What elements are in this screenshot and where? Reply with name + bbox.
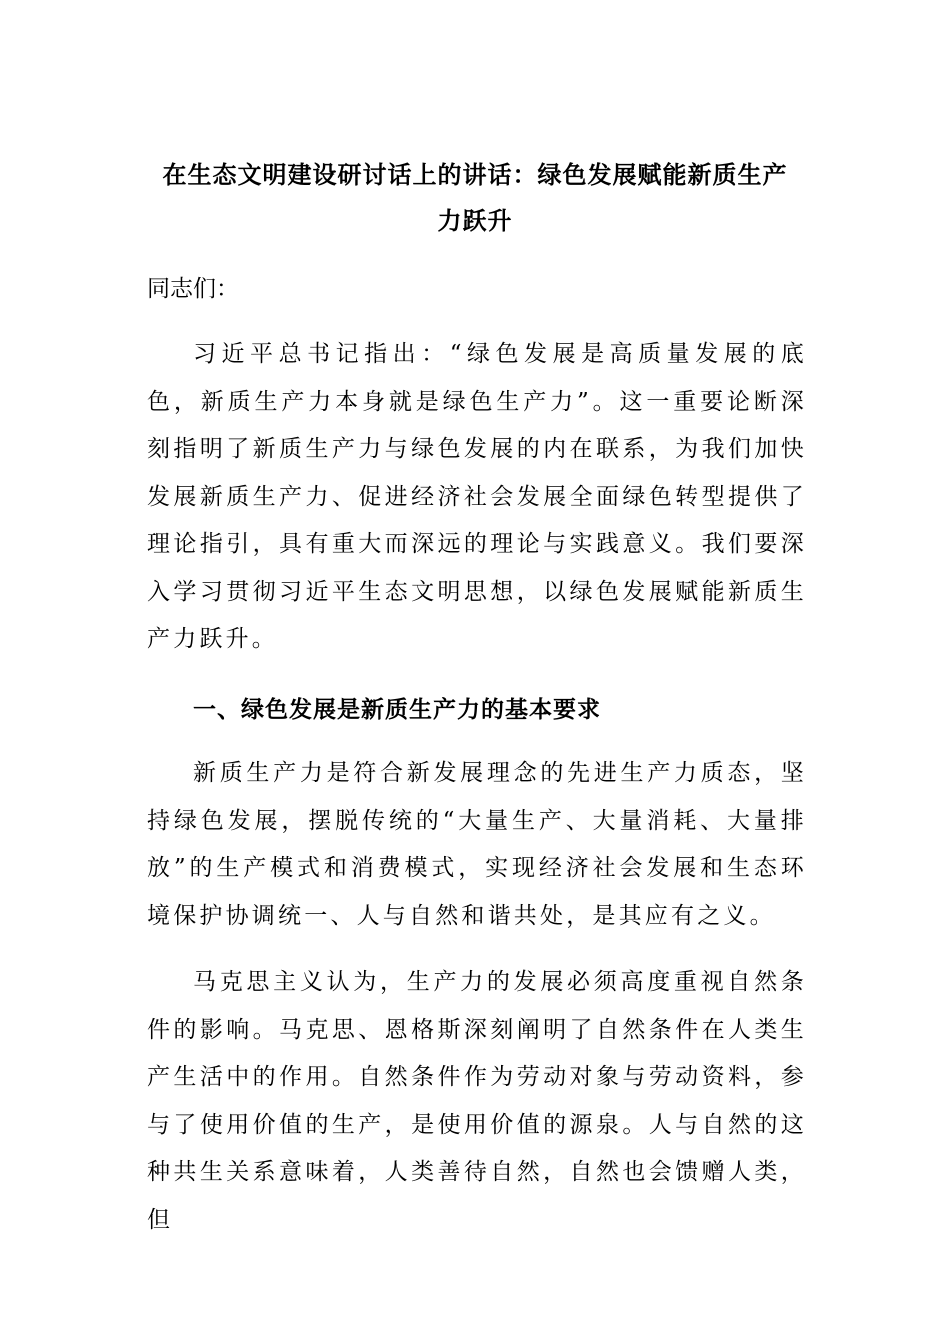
paragraph-section1-b: 马克思主义认为，生产力的发展必须高度重视自然条件的影响。马克思、恩格斯深刻阐明了自然条件在人类生产生活中的作用。自然条件作为劳动对象与劳动资料，参与了使用价值的生产，是使用价值的源泉。人与自然的这种共生关系意味着，人类善待自然，自然也会馈赠人类，但	[147, 969, 807, 1233]
paragraph-intro: 习近平总书记指出：“绿色发展是高质量发展的底色，新质生产力本身就是绿色生产力”。这一重要论断深刻指明了新质生产力与绿色发展的内在联系，为我们加快发展新质生产力、促进经济社会发展全面绿色转型提供了理论指引，具有重大而深远的理论与实践意义。我们要深入学习贯彻习近平生态文明思想，以绿色发展赋能新质生产力跃升。	[147, 341, 807, 652]
section-heading-1: 一、绿色发展是新质生产力的基本要求	[193, 697, 601, 723]
paragraph-section1-a: 新质生产力是符合新发展理念的先进生产力质态，坚持绿色发展，摆脱传统的“大量生产、大量消耗、大量排放”的生产模式和消费模式，实现经济社会发展和生态环境保护协调统一、人与自然和谐共处，是其应有之义。	[147, 760, 807, 929]
document-title	[145, 152, 805, 244]
salutation: 同志们：	[147, 276, 239, 302]
title-line-2: 力跃升	[437, 207, 513, 235]
title-line-1: 在生态文明建设研讨话上的讲话：绿色发展赋能新质生产	[162, 161, 788, 189]
